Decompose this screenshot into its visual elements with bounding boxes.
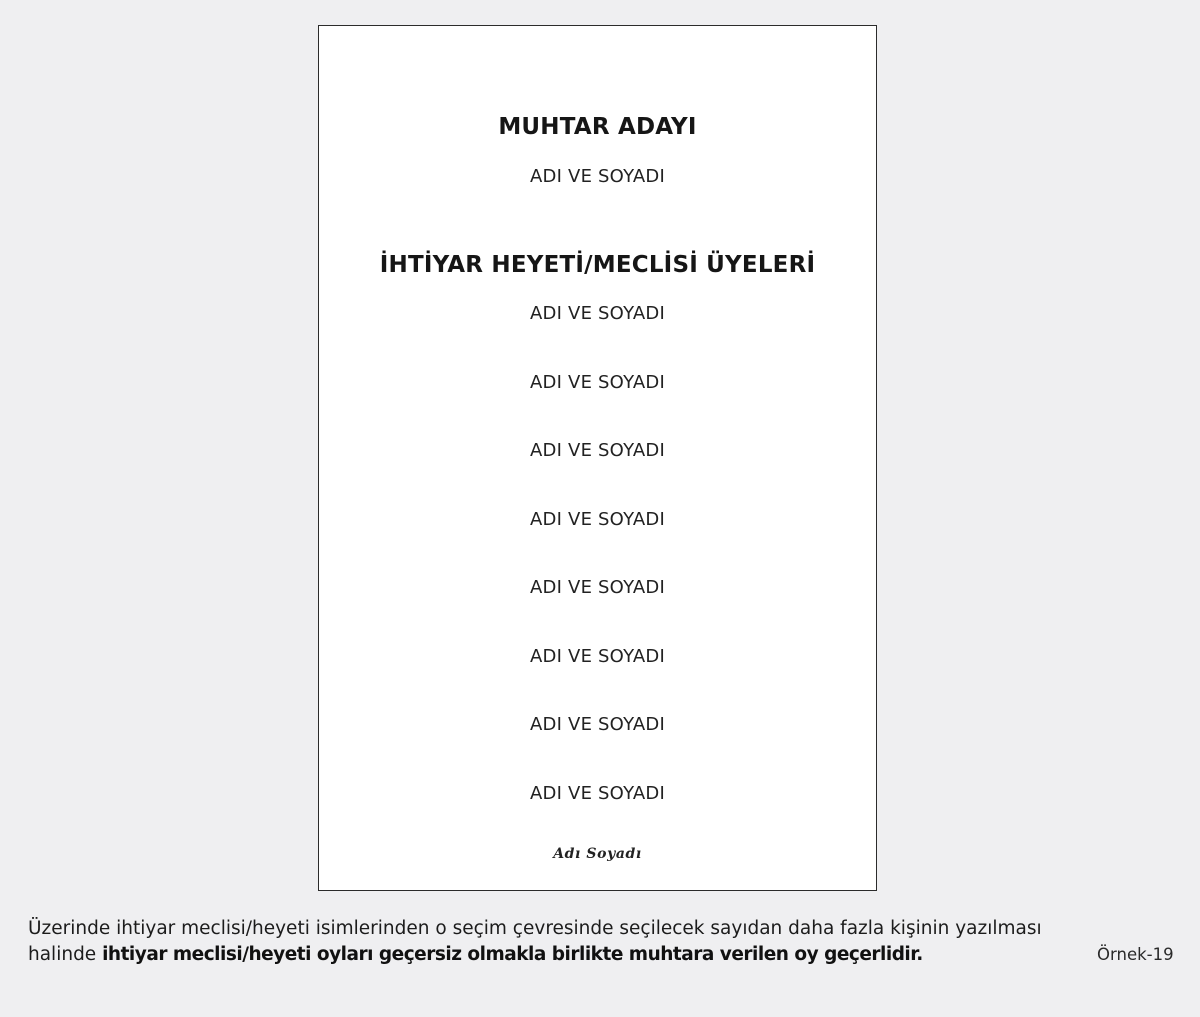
council-member-name: ADI VE SOYADI [530, 783, 665, 804]
explanation-bold-text: ihtiyar meclisi/heyeti oyları geçersiz olmakla birlikte muhtara verilen oy geçerlidir. [102, 944, 923, 965]
explanation-line-2-prefix: halinde [28, 944, 103, 965]
council-member-name: ADI VE SOYADI [530, 577, 665, 598]
council-member-name: ADI VE SOYADI [530, 714, 665, 735]
council-member-name: ADI VE SOYADI [530, 303, 665, 324]
muhtar-candidate-heading: MUHTAR ADAYI [498, 114, 697, 140]
ballot-paper [318, 25, 877, 891]
explanation-line-1: Üzerinde ihtiyar meclisi/heyeti isimlerinden o seçim çevresinde seçilecek sayıdan daha fazla kişinin yazılması [28, 918, 1042, 939]
council-member-name: ADI VE SOYADI [530, 646, 665, 667]
council-member-name: ADI VE SOYADI [530, 509, 665, 530]
handwritten-name: Adı Soyadı [553, 846, 642, 862]
muhtar-candidate-name: ADI VE SOYADI [530, 166, 665, 187]
council-member-name: ADI VE SOYADI [530, 440, 665, 461]
ballot-explanation [28, 916, 1118, 968]
explanation-line-2 [28, 942, 1118, 968]
example-number-label: Örnek-19 [1097, 945, 1174, 964]
council-members-heading: İHTİYAR HEYETİ/MECLİSİ ÜYELERİ [379, 252, 816, 278]
council-member-name: ADI VE SOYADI [530, 372, 665, 393]
